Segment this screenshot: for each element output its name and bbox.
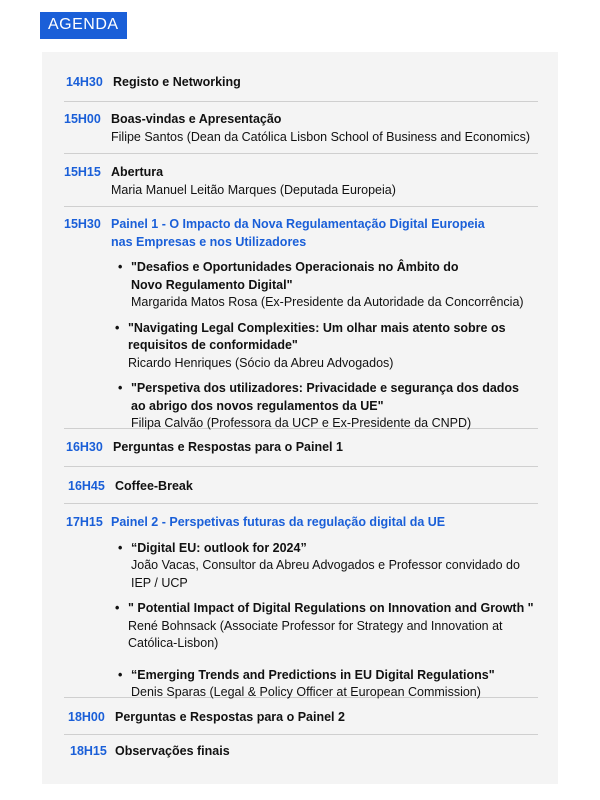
list-item (111, 667, 538, 702)
agenda-title: Observações finais (115, 744, 230, 758)
list-item (108, 320, 538, 373)
agenda-time: 17H15 (66, 515, 103, 529)
talk-speaker: João Vacas, Consultor da Abreu Advogados e Professor convidado do IEP / UCP (131, 558, 520, 590)
agenda-title: Registo e Networking (113, 75, 241, 89)
agenda-speaker: Filipe Santos (Dean da Católica Lisbon School of Business and Economics) (111, 129, 530, 144)
talk-title: " Potential Impact of Digital Regulations on Innovation and Growth " (128, 601, 534, 615)
talk-speaker: Ricardo Henriques (Sócio da Abreu Advogados) (128, 355, 394, 370)
talk-speaker: Filipa Calvão (Professora da UCP e Ex-Presidente da CNPD) (131, 416, 472, 430)
talk-title: “Digital EU: outlook for 2024” (131, 540, 307, 555)
list-item (108, 600, 538, 653)
agenda-row (64, 743, 538, 765)
talk-title: “Emerging Trends and Predictions in EU Digital Regulations" (131, 667, 495, 682)
agenda-row (64, 439, 538, 467)
agenda-time: 16H45 (68, 479, 105, 493)
agenda-row (64, 478, 538, 504)
bullet-icon: • (115, 601, 120, 615)
agenda-row (64, 216, 538, 429)
talk-title: "Perspetiva dos utilizadores: Privacidade e segurança dos dados ao abrigo dos novos regulamentos da UE" (131, 381, 520, 413)
bullet-icon: • (118, 540, 123, 555)
agenda-title: Perguntas e Respostas para o Painel 2 (115, 710, 345, 724)
agenda-time: 15H30 (64, 217, 101, 231)
agenda-time: 18H00 (68, 710, 105, 724)
agenda-row (64, 74, 538, 102)
agenda-time: 14H30 (66, 75, 103, 89)
agenda-row (64, 709, 538, 735)
talk-list (111, 259, 538, 433)
agenda-time: 18H15 (70, 744, 107, 758)
agenda-time: 15H15 (64, 165, 101, 179)
agenda-row (64, 514, 538, 698)
list-item (111, 380, 538, 433)
talk-speaker: Margarida Matos Rosa (Ex-Presidente da Autoridade da Concorrência) (131, 295, 524, 309)
agenda-title: Boas-vindas e Apresentação (111, 112, 282, 126)
agenda-row (64, 111, 538, 154)
talk-list (111, 540, 538, 702)
agenda-title: Abertura (111, 165, 164, 179)
agenda-time: 16H30 (66, 440, 103, 454)
agenda-row (64, 164, 538, 207)
agenda-badge: AGENDA (40, 12, 127, 39)
bullet-icon: • (118, 260, 123, 274)
agenda-title: Coffee-Break (115, 479, 193, 493)
agenda-speaker: Maria Manuel Leitão Marques (Deputada Europeia) (111, 182, 396, 197)
talk-speaker: Denis Sparas (Legal & Policy Officer at European Commission) (131, 685, 481, 699)
agenda-title: Perguntas e Respostas para o Painel 1 (113, 440, 343, 454)
panel-title: Painel 2 - Perspetivas futuras da regulação digital da UE (111, 515, 446, 529)
agenda-panel (42, 52, 558, 784)
bullet-icon: • (118, 381, 123, 395)
talk-title: "Desafios e Oportunidades Operacionais no Âmbito do Novo Regulamento Digital" (131, 260, 459, 292)
list-item (111, 259, 538, 312)
list-item (111, 540, 538, 593)
agenda-time: 15H00 (64, 112, 101, 126)
panel-title: Painel 1 - O Impacto da Nova Regulamentação Digital Europeia nas Empresas e nos Utilizadores (111, 217, 485, 249)
talk-title: "Navigating Legal Complexities: Um olhar mais atento sobre os requisitos de conformidade" (128, 320, 506, 352)
bullet-icon: • (115, 320, 120, 335)
bullet-icon: • (118, 667, 123, 682)
talk-speaker: René Bohnsack (Associate Professor for Strategy and Innovation at Católica-Lisbon) (128, 618, 503, 650)
